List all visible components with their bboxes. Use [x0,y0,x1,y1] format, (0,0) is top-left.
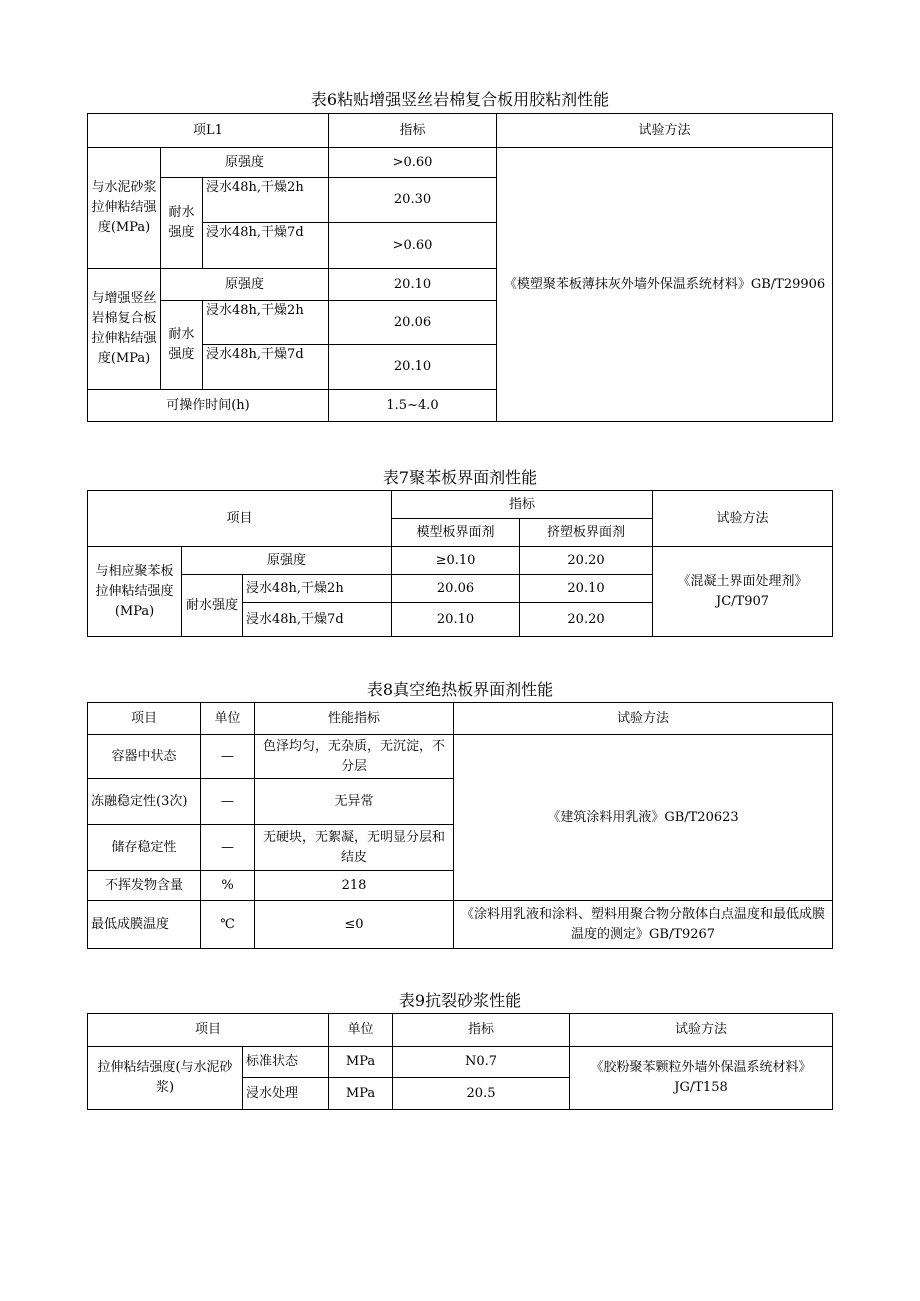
t7-cond-7d: 浸水48h,干燥7d [243,603,392,637]
t7-header-item: 项目 [88,491,392,547]
t7-header-extruded: 挤塑板界面剂 [520,519,653,547]
t6-value: 20.06 [329,301,497,345]
table7-caption: 表7聚苯板界面剂性能 [382,468,538,487]
t8-header-unit: 单位 [201,703,255,735]
t8-row-index: 色泽均匀，无杂质，无沉淀，不分层 [255,735,454,779]
t9-header-item: 项目 [88,1014,329,1047]
t6-header-item: 项L1 [88,114,329,148]
t6-value: 20.10 [329,345,497,390]
t8-row-unit: — [201,735,255,779]
t7-value: 20.20 [520,547,653,575]
t9-header-index: 指标 [393,1014,570,1047]
t6-value: >0.60 [329,223,497,269]
t8-row-unit: ℃ [201,901,255,949]
t6-operating-time-value: 1.5~4.0 [329,390,497,422]
t9-cond: 标准状态 [243,1047,329,1078]
t8-header-index: 性能指标 [255,703,454,735]
t9-header-method: 试验方法 [570,1014,833,1047]
t6-header-index: 指标 [329,114,497,148]
t7-value: ≥0.10 [392,547,520,575]
t8-row-unit: — [201,825,255,871]
t7-header-molded: 模型板界面剂 [392,519,520,547]
t7-value: 20.10 [392,603,520,637]
t6-group-board: 与增强竖丝岩棉复合板拉伸粘结强度(MPa) [88,269,161,390]
t6-orig-strength: 原强度 [161,148,329,178]
t7-header-method: 试验方法 [653,491,833,547]
t6-cond-7d: 浸水48h,干燥7d [203,345,329,390]
table6-caption: 表6粘贴增强竖丝岩棉复合板用胶粘剂性能 [310,90,610,109]
t6-cond-2h: 浸水48h,干燥2h [203,301,329,345]
t7-cond-2h: 浸水48h,干燥2h [243,575,392,603]
t8-test-method-1: 《建筑涂料用乳液》GB/T20623 [454,735,833,901]
t6-water-strength: 耐水强度 [161,301,203,390]
t6-value: 20.10 [329,269,497,301]
t8-row-unit: — [201,779,255,825]
t7-test-method: 《混凝土界面处理剂》JC/T907 [653,547,833,637]
t9-test-method: 《胶粉聚苯颗粒外墙外保温系统材料》JG/T158 [570,1047,833,1110]
t6-header-method: 试验方法 [497,114,833,148]
table8-caption: 表8真空绝热板界面剂性能 [366,680,554,699]
t8-row-unit: % [201,871,255,901]
t6-cond-2h: 浸水48h,干燥2h [203,178,329,223]
table9-caption: 表9抗裂砂浆性能 [398,991,522,1010]
table8 [87,702,833,949]
t7-header-index: 指标 [392,491,653,519]
t8-row-item: 冻融稳定性(3次) [88,779,201,825]
t8-row-item: 容器中状态 [88,735,201,779]
t8-row-item: 最低成膜温度 [88,901,201,949]
t9-index: 20.5 [393,1078,570,1110]
t7-value: 20.20 [520,603,653,637]
t7-orig-strength: 原强度 [182,547,392,575]
t9-group-bond: 拉伸粘结强度(与水泥砂浆) [88,1047,243,1110]
table9 [87,1013,833,1110]
t8-test-method-2: 《涂料用乳液和涂料、塑料用聚合物分散体白点温度和最低成膜温度的测定》GB/T9267 [454,901,833,949]
t7-value: 20.06 [392,575,520,603]
t8-row-item: 不挥发物含量 [88,871,201,901]
t7-water-strength: 耐水强度 [182,575,243,637]
t8-row-item: 储存稳定性 [88,825,201,871]
t6-operating-time: 可操作时间(h) [88,390,329,422]
t8-row-index: 无异常 [255,779,454,825]
t9-cond: 浸水处理 [243,1078,329,1110]
t9-header-unit: 单位 [329,1014,393,1047]
t9-unit: MPa [329,1047,393,1078]
t6-group-cement: 与水泥砂浆拉伸粘结强度(MPa) [88,148,161,269]
t9-index: N0.7 [393,1047,570,1078]
t8-header-method: 试验方法 [454,703,833,735]
t7-value: 20.10 [520,575,653,603]
table7 [87,490,833,637]
t6-cond-7d: 浸水48h,干燥7d [203,223,329,269]
t6-test-method: 《模塑聚苯板薄抹灰外墙外保温系统材料》GB/T29906 [497,148,833,422]
t8-row-index: 218 [255,871,454,901]
t6-water-strength: 耐水强度 [161,178,203,269]
t8-header-item: 项目 [88,703,201,735]
t8-row-index: 无硬块，无絮凝，无明显分层和结皮 [255,825,454,871]
t6-orig-strength: 原强度 [161,269,329,301]
t8-row-index: ≤0 [255,901,454,949]
t9-unit: MPa [329,1078,393,1110]
table6 [87,113,833,422]
t6-value: 20.30 [329,178,497,223]
t6-value: >0.60 [329,148,497,178]
t7-group-bond: 与相应聚苯板拉伸粘结强度(MPa) [88,547,182,637]
